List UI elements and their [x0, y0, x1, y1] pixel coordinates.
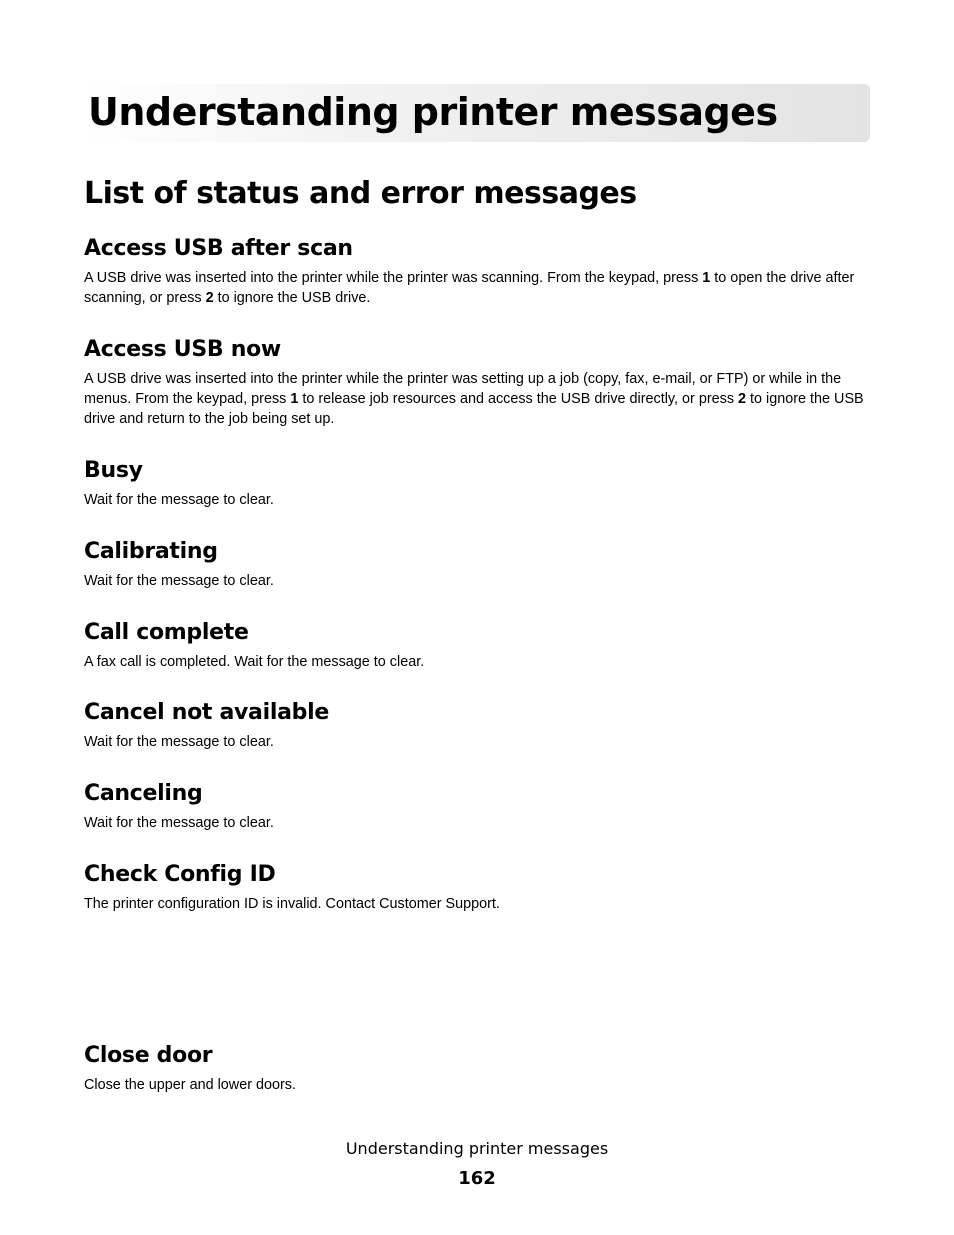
message-entry	[84, 779, 874, 833]
section-title: List of status and error messages	[84, 176, 637, 211]
message-entry	[84, 860, 874, 914]
message-title: Calibrating	[84, 539, 218, 564]
message-title: Cancel not available	[84, 700, 329, 725]
message-title: Access USB after scan	[84, 236, 353, 261]
message-entry	[84, 234, 874, 308]
message-description: Wait for the message to clear.	[84, 573, 274, 589]
message-description: Close the upper and lower doors.	[84, 1077, 296, 1093]
message-title: Check Config ID	[84, 862, 276, 887]
key-number: 1	[702, 270, 711, 286]
message-description: A USB drive was inserted into the printer while the printer was setting up a job (copy, fax, e-mail, or FTP) or while in the menus. From the keypad, press 1 to release job resources and access the USB drive directly, or press 2 to ignore the USB drive and return to the job being set up.	[84, 371, 864, 427]
key-number: 2	[205, 290, 214, 306]
message-entry	[84, 698, 874, 752]
key-number: 2	[738, 391, 747, 407]
message-entry	[84, 618, 874, 672]
message-title: Call complete	[84, 620, 249, 645]
message-entry	[84, 537, 874, 591]
message-title: Access USB now	[84, 337, 281, 362]
page-number: 162	[458, 1168, 496, 1189]
message-title: Busy	[84, 458, 143, 483]
message-title: Close door	[84, 1043, 213, 1068]
message-entry	[84, 1041, 874, 1095]
message-description: A fax call is completed. Wait for the message to clear.	[84, 654, 425, 670]
message-entry	[84, 456, 874, 510]
message-title: Canceling	[84, 781, 203, 806]
key-number: 1	[290, 391, 299, 407]
message-description: Wait for the message to clear.	[84, 815, 274, 831]
chapter-title: Understanding printer messages	[88, 90, 778, 134]
message-description: The printer configuration ID is invalid. Contact Customer Support.	[84, 896, 500, 912]
footer-chapter-label: Understanding printer messages	[345, 1139, 609, 1158]
message-description: Wait for the message to clear.	[84, 734, 274, 750]
message-description: Wait for the message to clear.	[84, 492, 274, 508]
message-description: A USB drive was inserted into the printer while the printer was scanning. From the keypad, press 1 to open the drive after scanning, or press 2 to ignore the USB drive.	[84, 270, 855, 306]
message-entry	[84, 335, 874, 429]
